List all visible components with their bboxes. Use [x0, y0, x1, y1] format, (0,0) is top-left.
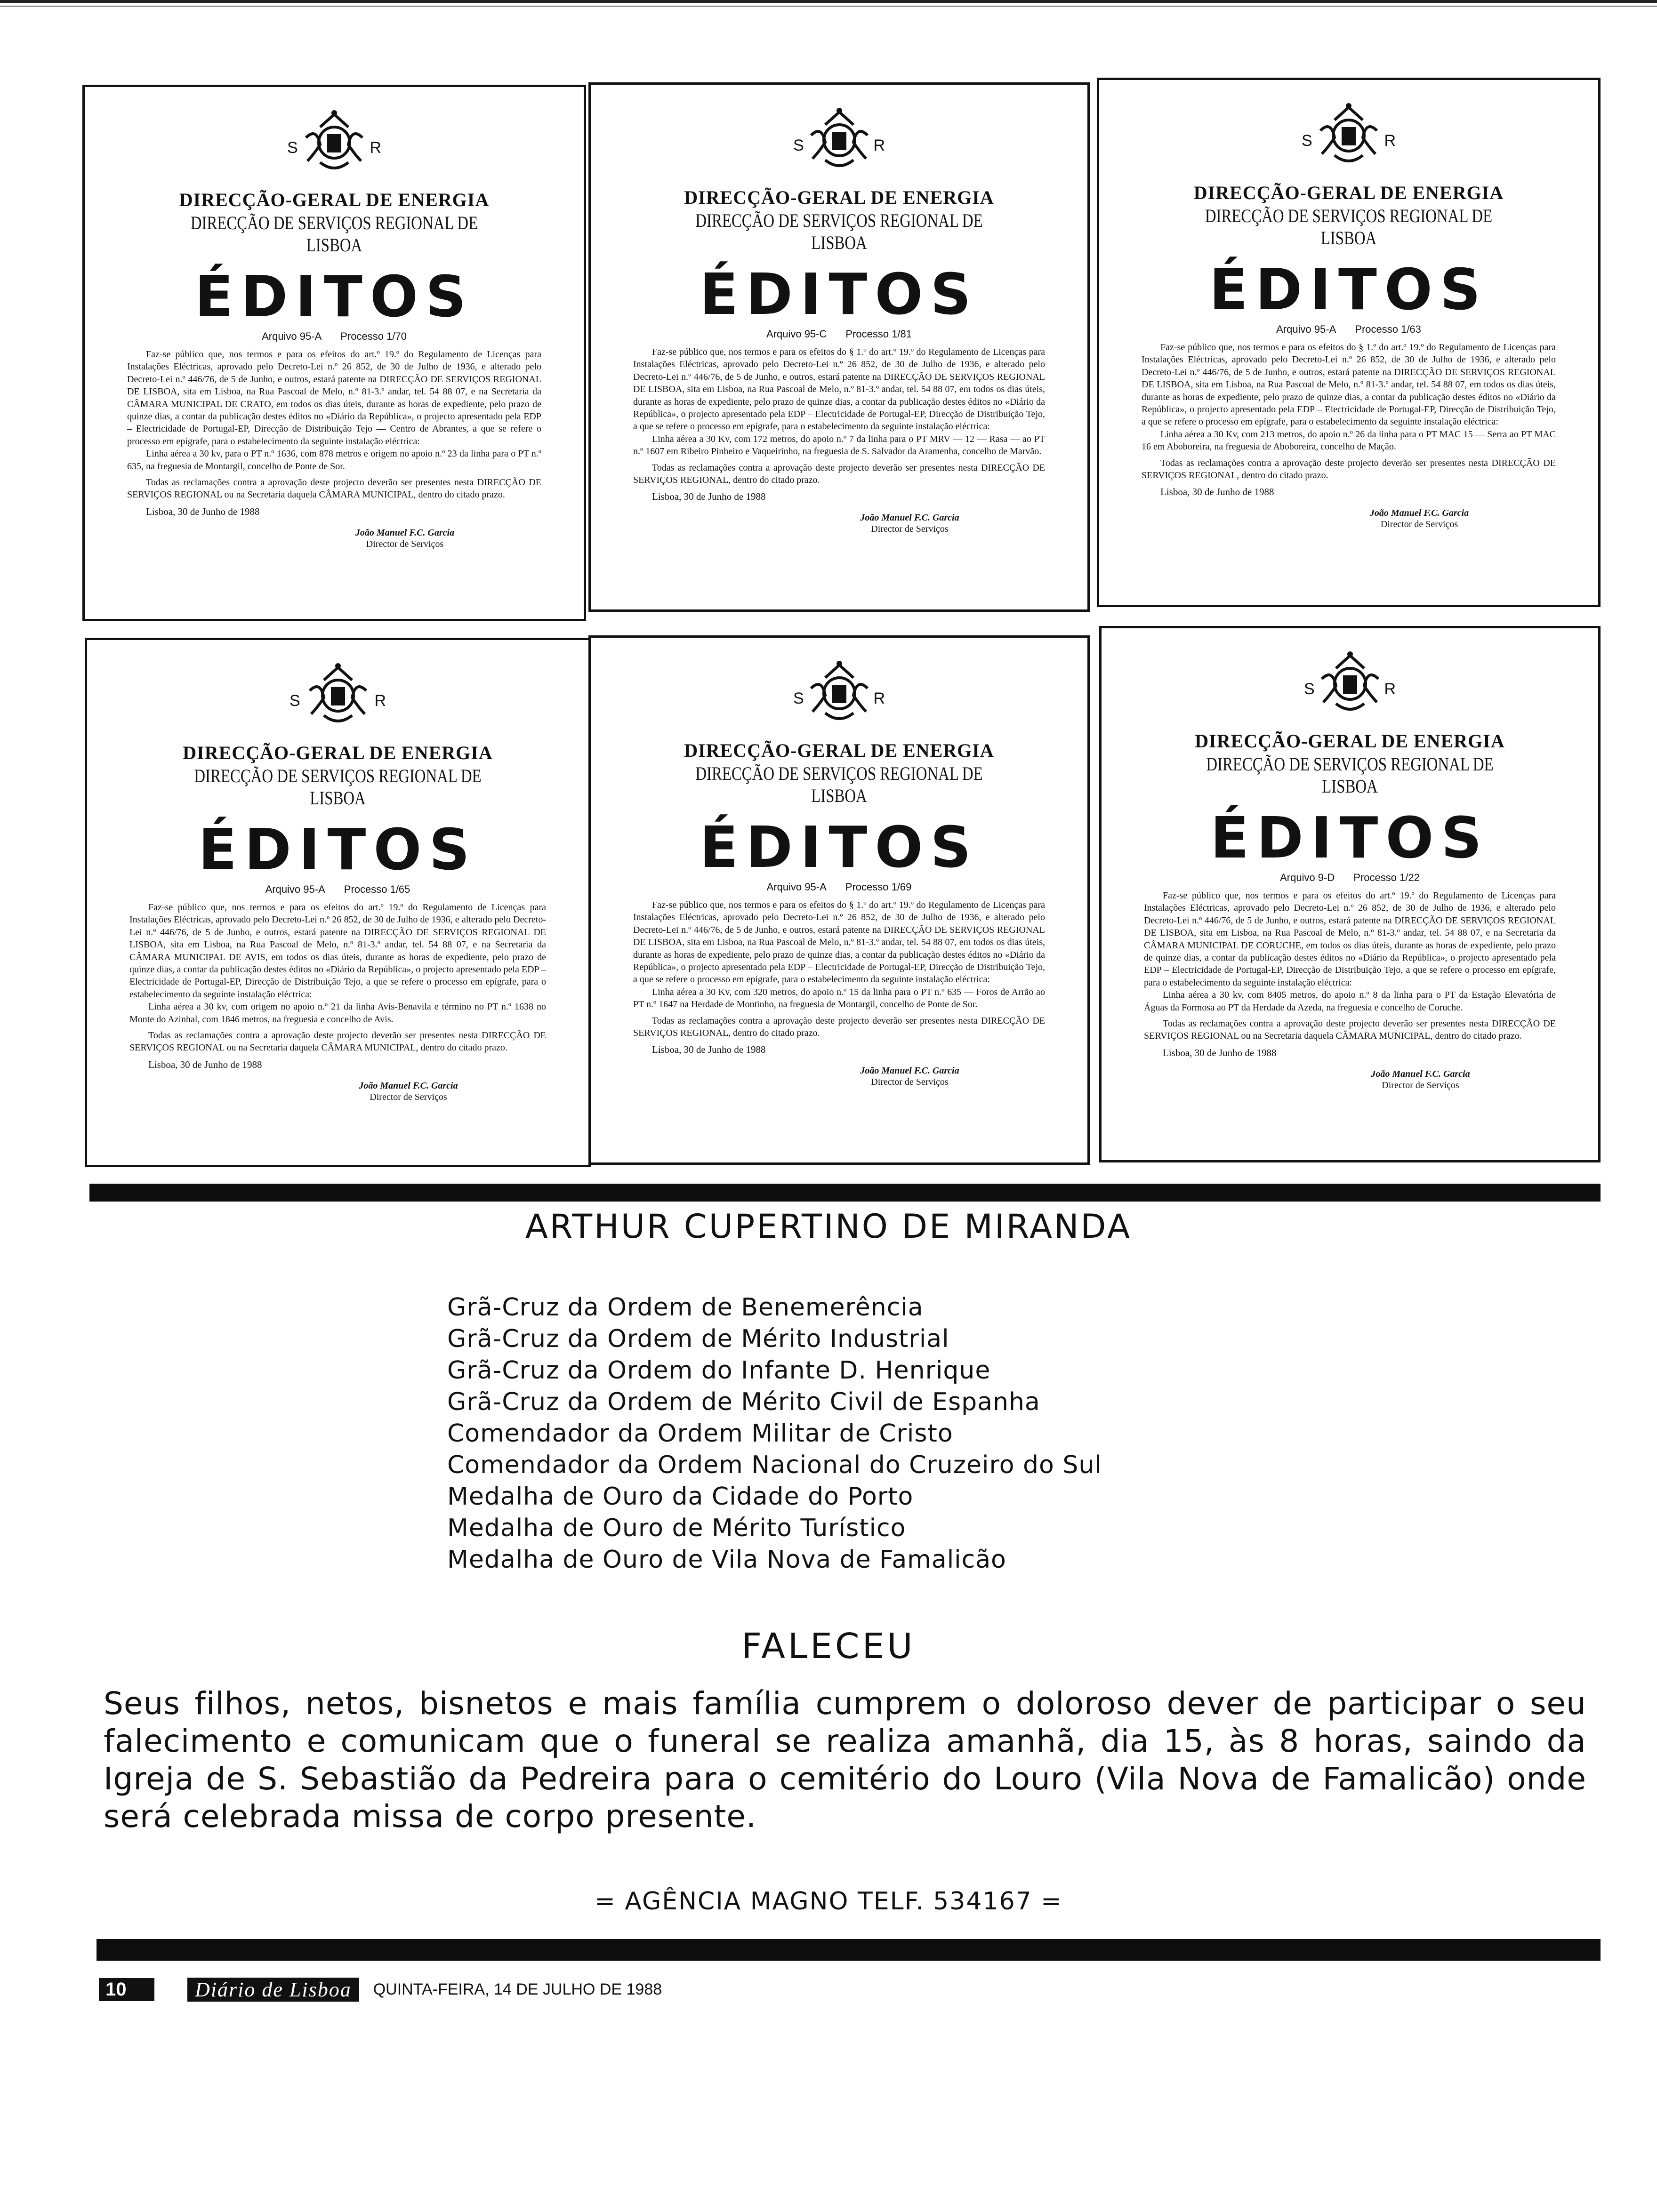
- arquivo-number: Arquivo 9-D: [1280, 872, 1335, 883]
- notice-title: ÉDITOS: [700, 262, 979, 328]
- notice-paragraph-line: Linha aérea a 30 kv, para o PT n.º 1636, com 878 metros e origem no apoio n.º 23 da linha para o PT n.º 635, na freguesia de Montargil, concelho de Ponte de Sor.: [127, 449, 541, 472]
- edital-notice: [1097, 78, 1601, 607]
- notice-title: ÉDITOS: [1210, 806, 1489, 871]
- deceased-name: ARTHUR CUPERTINO DE MIRANDA: [525, 1207, 1132, 1246]
- notice-title: ÉDITOS: [1209, 257, 1488, 323]
- notice-body: [129, 901, 546, 1054]
- honour-item: Medalha de Ouro da Cidade do Porto: [447, 1483, 914, 1511]
- processo-number: Processo 1/69: [845, 881, 912, 893]
- notice-date: Lisboa, 30 de Junho de 1988: [652, 491, 766, 503]
- section-divider-bar: [89, 1184, 1601, 1202]
- coat-letter-r: R: [370, 139, 381, 157]
- notice-date: Lisboa, 30 de Junho de 1988: [146, 505, 260, 517]
- notice-signature: [774, 512, 1045, 535]
- notice-paragraph-intro: Faz-se público que, nos termos e para os efeitos do § 1.º do art.º 19.º do Regulamento de Licenças para Instalações Eléctricas, aprovado pelo Decreto-Lei n.º 26 852, de 30 de Julho de 1936, e alterado pelo Decreto-Lei n.º 446/76, de 5 de Junho, e outros, estará patente na DIRECÇÃO DE SERVIÇOS REGIONAL DE LISBOA, sita em Lisboa, na Rua Pascoal de Melo, n.º 81-3.º andar, tel. 54 88 07, em todos os dias úteis, durante as horas de expediente, pelo prazo de quinze dias, a contar da publicação destes éditos no «Diário da República», o projecto apresentado pela EDP – Electricidade de Portugal-EP, Direcção de Distribuição Tejo, a que se refere o processo em epígrafe, para o estabelecimento da seguinte instalação eléctrica:: [1142, 342, 1556, 427]
- notice-header: [633, 104, 1045, 184]
- org-regional: DIRECÇÃO DE SERVIÇOS REGIONAL DE LISBOA: [1206, 753, 1494, 797]
- notice-body: [1142, 341, 1556, 481]
- notice-body: [1144, 890, 1556, 1042]
- notice-reference: [1144, 872, 1556, 884]
- notice-paragraph-intro: Faz-se público que, nos termos e para os efeitos do art.º 19.º do Regulamento de Licenças para Instalações Eléctricas, aprovado pelo Decreto-Lei n.º 26 852, de 30 de Julho de 1936, e alterado pelo Decreto-Lei n.º 446/76, de 5 de Junho, e outros, estará patente na DIRECÇÃO DE SERVIÇOS REGIONAL DE LISBOA, sita em Lisboa, na Rua Pascoal de Melo, n.º 81-3.º andar, tel. 54 88 07, e na Secretaria da CÂMARA MUNICIPAL DE CORUCHE, em todos os dias úteis, durante as horas de expediente, pelo prazo de quinze dias, a contar da publicação destes éditos no «Diário da República», o projecto apresentado pela EDP – Electricidade de Portugal-EP, Direcção de Distribuição Tejo, a que se refere o processo em epígrafe, para o estabelecimento da seguinte instalação eléctrica:: [1144, 890, 1556, 988]
- notice-paragraph-claims: Todas as reclamações contra a aprovação deste projecto deverão ser presentes nesta DIRECÇÃO DE SERVIÇOS REGIONAL, dentro do citado prazo.: [633, 1015, 1045, 1038]
- org-regional: DIRECÇÃO DE SERVIÇOS REGIONAL DE LISBOA: [1205, 205, 1493, 248]
- notice-paragraph-claims: Todas as reclamações contra a aprovação deste projecto deverão ser presentes nesta DIRECÇÃO DE SERVIÇOS REGIONAL, dentro do citado prazo.: [1142, 457, 1556, 481]
- honour-item: Grã-Cruz da Ordem de Mérito Civil de Espanha: [447, 1388, 1040, 1416]
- coat-letter-s: S: [793, 689, 804, 707]
- coat-letter-r: R: [374, 692, 386, 710]
- honour-item: Comendador da Ordem Militar de Cristo: [447, 1419, 953, 1448]
- notice-date: Lisboa, 30 de Junho de 1988: [148, 1058, 262, 1070]
- newspaper-masthead: Diário de Lisboa: [187, 1978, 359, 2002]
- honours-list: [447, 1292, 1102, 1576]
- bottom-divider-bar: [97, 1939, 1601, 1961]
- arquivo-number: Arquivo 95-A: [1276, 323, 1336, 335]
- notice-paragraph-line: Linha aérea a 30 Kv, com 213 metros, do apoio n.º 26 da linha para o PT MAC 15 — Serra ao PT MAC 16 em Aboboreira, na freguesia de Aboboreira, concelho de Mação.: [1142, 429, 1556, 452]
- coat-of-arms-icon: [299, 106, 370, 176]
- notice-signature: [1283, 507, 1556, 530]
- org-general: DIRECÇÃO-GERAL DE ENERGIA: [183, 742, 493, 763]
- notice-reference: [633, 328, 1045, 340]
- signer-role: Director de Serviços: [366, 538, 444, 549]
- notice-reference: [127, 330, 541, 343]
- notice-signature: [774, 1065, 1045, 1088]
- faleceu-heading: FALECEU: [741, 1626, 916, 1667]
- signer-name: João Manuel F.C. Garcia: [860, 1066, 959, 1076]
- notice-body: [633, 346, 1045, 486]
- funeral-agency: = AGÊNCIA MAGNO TELF. 534167 =: [595, 1887, 1062, 1915]
- notice-reference: [1142, 323, 1556, 336]
- signer-role: Director de Serviços: [370, 1091, 447, 1102]
- notice-paragraph-line: Linha aérea a 30 kv, com 8405 metros, do apoio n.º 8 da linha para o PT da Estação Elevatória de Águas da Formosa ao PT da Herdade da Azeda, na freguesia e concelho de Coruche.: [1144, 990, 1556, 1013]
- notice-paragraph-intro: Faz-se público que, nos termos e para os efeitos do art.º 19.º do Regulamento de Licenças para Instalações Eléctricas, aprovado pelo Decreto-Lei n.º 26 852, de 30 de Julho de 1936, e alterado pelo Decreto-Lei n.º 446/76, de 5 de Junho, e outros, estará patente na DIRECÇÃO DE SERVIÇOS REGIONAL DE LISBOA, sita em Lisboa, na Rua Pascoal de Melo, n.º 81-3.º andar, tel. 54 88 07, e na Secretaria da CÂMARA MUNICIPAL DE CRATO, em todos os dias úteis, durante as horas de expediente, pelo prazo de quinze dias, a contar da publicação destes éditos no «Diário da República», o projecto apresentado pela EDP – Electricidade de Portugal-EP, Direcção de Distribuição Tejo — Centro de Abrantes, a que se refere o processo em epígrafe, para o estabelecimento da seguinte instalação eléctrica:: [127, 349, 541, 447]
- notice-title: ÉDITOS: [700, 815, 979, 881]
- notice-paragraph-intro: Faz-se público que, nos termos e para os efeitos do art.º 19.º do Regulamento de Licenças para Instalações Eléctricas, aprovado pelo Decreto-Lei n.º 26 852, de 30 de Julho de 1936, e alterado pelo Decreto-Lei n.º 446/76, de 5 de Junho, e outros, estará patente na DIRECÇÃO DE SERVIÇOS REGIONAL DE LISBOA, sita em Lisboa, na Rua Pascoal de Melo, n.º 81-3.º andar, tel. 54 88 07, e na Secretaria da CÂMARA MUNICIPAL DE AVIS, em todos os dias úteis, durante as horas de expediente, pelo prazo de quinze dias, a contar da publicação destes éditos no «Diário da República», o projecto apresentado pela EDP – Electricidade de Portugal-EP, Direcção de Distribuição Tejo, a que se refere o processo em epígrafe, para o estabelecimento da seguinte instalação eléctrica:: [129, 902, 546, 1000]
- org-general: DIRECÇÃO-GERAL DE ENERGIA: [684, 187, 994, 208]
- processo-number: Processo 1/81: [845, 328, 912, 340]
- honour-item: Grã-Cruz da Ordem de Mérito Industrial: [447, 1325, 949, 1353]
- org-regional: DIRECÇÃO DE SERVIÇOS REGIONAL DE LISBOA: [194, 765, 482, 809]
- org-general: DIRECÇÃO-GERAL DE ENERGIA: [179, 189, 490, 210]
- org-general: DIRECÇÃO-GERAL DE ENERGIA: [1195, 730, 1505, 752]
- signer-name: João Manuel F.C. Garcia: [355, 527, 455, 538]
- notice-paragraph-intro: Faz-se público que, nos termos e para os efeitos do § 1.º do art.º 19.º do Regulamento de Licenças para Instalações Eléctricas, aprovado pelo Decreto-Lei n.º 26 852, de 30 de Julho de 1936, e alterado pelo Decreto-Lei n.º 446/76, de 5 de Junho, e outros, estará patente na DIRECÇÃO DE SERVIÇOS REGIONAL DE LISBOA, sita em Lisboa, na Rua Pascoal de Melo, n.º 81-3.º andar, tel. 54 88 07, em todos os dias úteis, durante as horas de expediente, pelo prazo de quinze dias, a contar da publicação destes éditos no «Diário da República», o projecto apresentado pela EDP – Electricidade de Portugal-EP, Direcção de Distribuição Tejo, a que se refere o processo em epígrafe, para o estabelecimento da seguinte instalação eléctrica:: [633, 900, 1045, 985]
- signer-name: João Manuel F.C. Garcia: [860, 513, 959, 523]
- notice-header: [1144, 647, 1556, 727]
- processo-number: Processo 1/70: [340, 330, 407, 342]
- coat-letter-s: S: [1302, 132, 1312, 150]
- notice-paragraph-claims: Todas as reclamações contra a aprovação deste projecto deverão ser presentes nesta DIRECÇÃO DE SERVIÇOS REGIONAL ou na Secretaria daquela CÂMARA MUNICIPAL, dentro do citado prazo.: [127, 477, 541, 500]
- notice-paragraph-line: Linha aérea a 30 Kv, com 172 metros, do apoio n.º 7 da linha para o PT MRV — 12 — Rasa — ao PT n.º 1607 em Ribeiro Pinheiro e Vaqueirinho, na freguesia de S. Salvador da Aramenha, concelho de Marvão.: [633, 433, 1045, 457]
- coat-letter-s: S: [290, 692, 300, 710]
- notice-paragraph-intro: Faz-se público que, nos termos e para os efeitos do § 1.º do art.º 19.º do Regulamento de Licenças para Instalações Eléctricas, aprovado pelo Decreto-Lei n.º 26 852, de 30 de Julho de 1936, e alterado pelo Decreto-Lei n.º 446/76, de 5 de Junho, e outros, estará patente na DIRECÇÃO DE SERVIÇOS REGIONAL DE LISBOA, sita em Lisboa, na Rua Pascoal de Melo, n.º 81-3.º andar, tel. 54 88 07, em todos os dias úteis, durante as horas de expediente, pelo prazo de quinze dias, a contar da publicação destes éditos no «Diário da República», o projecto apresentado pela EDP – Electricidade de Portugal-EP, Direcção de Distribuição Tejo, a que se refere o processo em epígrafe, para o estabelecimento da seguinte instalação eléctrica:: [633, 347, 1045, 432]
- org-regional: DIRECÇÃO DE SERVIÇOS REGIONAL DE LISBOA: [695, 210, 983, 253]
- honour-item: Medalha de Ouro de Mérito Turístico: [447, 1514, 906, 1542]
- signer-name: João Manuel F.C. Garcia: [1371, 1068, 1470, 1079]
- notice-date: Lisboa, 30 de Junho de 1988: [1160, 486, 1274, 498]
- top-rule: [0, 0, 1657, 3]
- signer-role: Director de Serviços: [871, 1077, 949, 1088]
- notice-header: [633, 657, 1045, 737]
- notice-paragraph-claims: Todas as reclamações contra a aprovação deste projecto deverão ser presentes nesta DIRECÇÃO DE SERVIÇOS REGIONAL ou na Secretaria daquela CÂMARA MUNICIPAL, dentro do citado prazo.: [1144, 1018, 1556, 1042]
- processo-number: Processo 1/65: [344, 883, 410, 895]
- page-footer: [99, 1977, 662, 2002]
- honour-item: Medalha de Ouro de Vila Nova de Famalicão: [447, 1546, 1006, 1574]
- coat-letter-s: S: [1304, 680, 1315, 698]
- notice-signature: [271, 1080, 546, 1103]
- signer-name: João Manuel F.C. Garcia: [359, 1080, 458, 1091]
- coat-letter-r: R: [1384, 132, 1396, 150]
- coat-of-arms-icon: [1315, 647, 1385, 718]
- notice-reference: [633, 881, 1045, 893]
- funeral-announcement: Seus filhos, netos, bisnetos e mais família cumprem o doloroso dever de participar o seu falecimento e comunicam que o funeral se realiza amanhã, dia 15, às 8 horas, saindo da Igreja de S. Sebastião da Pedreira para o cemitério do Louro (Vila Nova de Famalicão) onde será celebrada missa de corpo presente.: [104, 1685, 1586, 1835]
- arquivo-number: Arquivo 95-C: [766, 328, 827, 340]
- coat-letter-r: R: [873, 136, 885, 154]
- notice-signature: [268, 527, 541, 550]
- top-rule-thin: [0, 6, 1657, 7]
- honour-item: Grã-Cruz da Ordem do Infante D. Henrique: [447, 1356, 991, 1385]
- notice-date: Lisboa, 30 de Junho de 1988: [1163, 1047, 1277, 1058]
- notice-body: [127, 348, 541, 501]
- notice-paragraph-line: Linha aérea a 30 kv, com origem no apoio n.º 21 da linha Avis-Benavila e término no PT n.º 1638 no Monte do Azinhal, com 1846 metros, na freguesia e concelho de Avis.: [129, 1002, 546, 1025]
- edital-notice: [85, 638, 591, 1167]
- notice-title: ÉDITOS: [198, 817, 477, 883]
- edital-notice: [588, 82, 1090, 612]
- coat-of-arms-icon: [1313, 99, 1384, 169]
- org-regional: DIRECÇÃO DE SERVIÇOS REGIONAL DE LISBOA: [695, 763, 983, 806]
- notice-reference: [129, 883, 546, 896]
- coat-letter-r: R: [1384, 680, 1396, 698]
- notice-body: [633, 899, 1045, 1039]
- notice-header: [1142, 99, 1556, 179]
- coat-letter-r: R: [873, 689, 885, 707]
- org-regional: DIRECÇÃO DE SERVIÇOS REGIONAL DE LISBOA: [190, 212, 478, 256]
- signer-role: Director de Serviços: [1382, 1080, 1459, 1090]
- edital-notice: [588, 635, 1090, 1165]
- coat-of-arms-icon: [804, 104, 875, 174]
- arquivo-number: Arquivo 95-A: [262, 330, 322, 342]
- org-general: DIRECÇÃO-GERAL DE ENERGIA: [1193, 182, 1504, 203]
- honour-item: Grã-Cruz da Ordem de Benemerência: [447, 1293, 924, 1322]
- signer-role: Director de Serviços: [871, 524, 949, 535]
- processo-number: Processo 1/22: [1353, 872, 1420, 883]
- coat-letter-s: S: [793, 136, 804, 154]
- notice-paragraph-claims: Todas as reclamações contra a aprovação deste projecto deverão ser presentes nesta DIRECÇÃO DE SERVIÇOS REGIONAL, dentro do citado prazo.: [633, 462, 1045, 485]
- signer-role: Director de Serviços: [1380, 519, 1458, 530]
- arquivo-number: Arquivo 95-A: [766, 881, 827, 893]
- coat-letter-s: S: [287, 139, 298, 157]
- notice-paragraph-line: Linha aérea a 30 Kv, com 320 metros, do apoio n.º 15 da linha para o PT n.º 635 — Foros de Arrão ao PT n.º 1647 na Herdade de Montinho, na freguesia de Montargil, concelho de Ponte de Sor.: [633, 986, 1045, 1010]
- notice-paragraph-claims: Todas as reclamações contra a aprovação deste projecto deverão ser presentes nesta DIRECÇÃO DE SERVIÇOS REGIONAL ou na Secretaria daquela CÂMARA MUNICIPAL, dentro do citado prazo.: [129, 1030, 546, 1053]
- coat-of-arms-icon: [303, 659, 373, 729]
- notice-header: [127, 106, 541, 186]
- notice-signature: [1285, 1068, 1556, 1091]
- org-general: DIRECÇÃO-GERAL DE ENERGIA: [684, 740, 994, 761]
- signer-name: João Manuel F.C. Garcia: [1369, 508, 1469, 519]
- page-number: 10: [99, 1978, 154, 2001]
- notice-title: ÉDITOS: [194, 264, 474, 330]
- notice-header: [129, 659, 546, 739]
- notice-date: Lisboa, 30 de Junho de 1988: [652, 1044, 766, 1056]
- processo-number: Processo 1/63: [1355, 323, 1421, 335]
- arquivo-number: Arquivo 95-A: [265, 883, 325, 895]
- coat-of-arms-icon: [804, 657, 875, 727]
- edital-notice: [1099, 626, 1601, 1162]
- honour-item: Comendador da Ordem Nacional do Cruzeiro do Sul: [447, 1451, 1102, 1479]
- issue-date: QUINTA-FEIRA, 14 DE JULHO DE 1988: [373, 1980, 662, 1998]
- edital-notice: [82, 85, 586, 621]
